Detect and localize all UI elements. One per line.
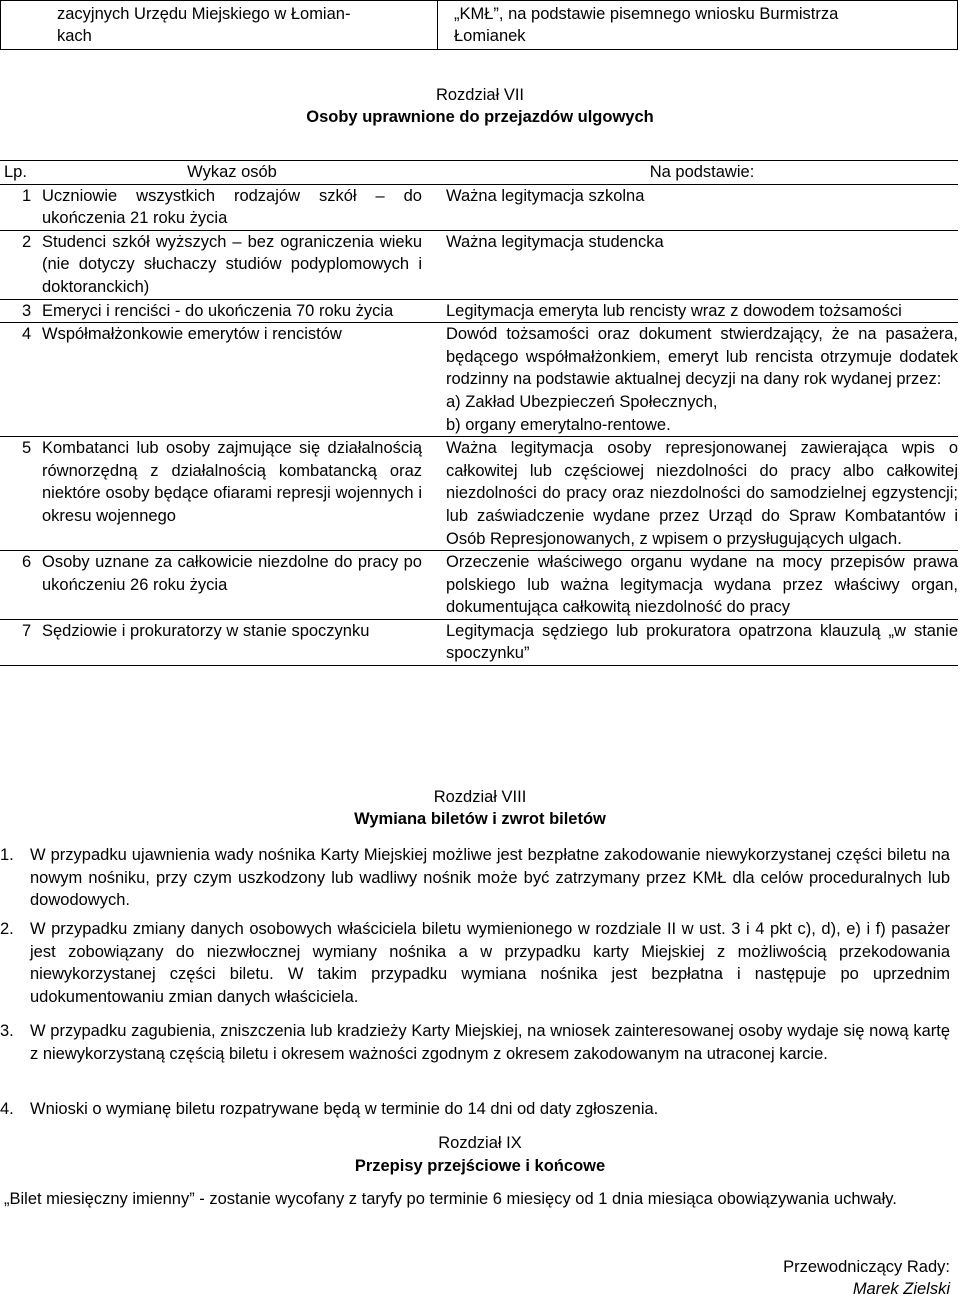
- row-number: 5: [0, 437, 42, 551]
- top-table-right-cell: „KMŁ”, na podstawie pisemnego wniosku Burmistrza Łomianek: [438, 1, 958, 50]
- row-number: 7: [0, 619, 42, 665]
- chapter7-title: Osoby uprawnione do przejazdów ulgowych: [306, 108, 654, 126]
- chapter8-item-1: [0, 844, 950, 912]
- table-row: [0, 323, 958, 437]
- row-who: Współmałżonkowie emerytów i rencistów: [42, 323, 436, 437]
- item-number: 4.: [0, 1100, 14, 1118]
- row-number: 6: [0, 551, 42, 620]
- header-who: Wykaz osób: [42, 161, 436, 185]
- row-who: Studenci szkół wyższych – bez ograniczenia wieku (nie dotyczy słuchaczy studiów podyplomowych i doktoranckich): [42, 230, 436, 299]
- row-number: 4: [0, 323, 42, 437]
- chapter9-title: Przepisy przejściowe i końcowe: [354, 1157, 606, 1175]
- row-doc: Ważna legitymacja studencka: [436, 230, 958, 299]
- row-who: Kombatanci lub osoby zajmujące się działalnością równorzędną z działalnością kombatancką oraz niektóre osoby będące ofiarami represji wojennych i okresu wojennego: [42, 437, 436, 551]
- row-who: Uczniowie wszystkich rodzajów szkół – do ukończenia 21 roku życia: [42, 184, 436, 230]
- row-doc: Orzeczenie właściwego organu wydane na mocy przepisów prawa polskiego lub ważna legitymacja wydana przez właściwy organ, dokumentująca całkowitą niezdolność do pracy: [436, 551, 958, 620]
- header-lp: Lp.: [0, 161, 42, 185]
- chapter8-item-4: [0, 1098, 950, 1121]
- table-row: [0, 437, 958, 551]
- chapter7-number: Rozdział VII: [435, 86, 525, 104]
- eligible-persons-table: [0, 160, 958, 666]
- row-who: Sędziowie i prokuratorzy w stanie spoczynku: [42, 619, 436, 665]
- row-doc: Legitymacja emeryta lub rencisty wraz z dowodem tożsamości: [436, 299, 958, 323]
- row-doc: Ważna legitymacja szkolna: [436, 184, 958, 230]
- table-row: [0, 230, 958, 299]
- table-row: [0, 619, 958, 665]
- chapter8-title: Wymiana biletów i zwrot biletów: [354, 810, 606, 828]
- item-text: W przypadku zmiany danych osobowych właściciela biletu wymienionego w rozdziale II w ust. 3 i 4 pkt c), d), e) i f) pasażer jest zobowiązany do niezwłocznej wymiany nośnika a w przypadku karty Miejskiej z możliwością przekodowania niewykorzystanej części biletu. W takim przypadku wymiana nośnika jest bezpłatna i następuje po uprzednim udokumentowaniu zmian danych właściciela.: [30, 920, 950, 1006]
- chapter8-item-3: [0, 1020, 950, 1065]
- chapter9-text: „Bilet miesięczny imienny” - zostanie wycofany z taryfy po terminie 6 miesięcy od 1 dnia miesiąca obowiązywania uchwały.: [4, 1190, 897, 1208]
- chapter8-number: Rozdział VIII: [433, 788, 527, 806]
- row-doc: Legitymacja sędziego lub prokuratora opatrzona klauzulą „w stanie spoczynku”: [436, 619, 958, 665]
- item-text: Wnioski o wymianę biletu rozpatrywane będą w terminie do 14 dni od daty zgłoszenia.: [30, 1100, 659, 1118]
- row-number: 1: [0, 184, 42, 230]
- row-number: 2: [0, 230, 42, 299]
- top-table-left-cell: zacyjnych Urzędu Miejskiego w Łomian- kach: [1, 1, 438, 50]
- chapter8-item-2: [0, 918, 950, 1008]
- row-doc: Dowód tożsamości oraz dokument stwierdzający, że na pasażera, będącego współmałżonkiem, emeryt lub rencista otrzymuje dodatek rodzinny na podstawie aktualnej decyzji na dany rok wydanej przez: a) Zakład Ubezpieczeń Społecznych, b) organy emerytalno-rentowe.: [436, 323, 958, 437]
- row-who: Emeryci i renciści - do ukończenia 70 roku życia: [42, 299, 436, 323]
- item-number: 1.: [0, 846, 14, 864]
- table-row: [0, 299, 958, 323]
- item-text: W przypadku ujawnienia wady nośnika Karty Miejskiej możliwe jest bezpłatne zakodowanie niewykorzystanej części biletu na nowym nośniku, przy czym uszkodzony lub wadliwy nośnik może być zatrzymany przez KMŁ dla celów proceduralnych lub dowodowych.: [30, 846, 950, 909]
- top-table-fragment: [0, 0, 958, 50]
- header-doc: Na podstawie:: [436, 161, 958, 185]
- table-header-row: [0, 161, 958, 185]
- item-text: W przypadku zagubienia, zniszczenia lub kradzieży Karty Miejskiej, na wniosek zainteresowanej osoby wydaje się nową kartę z niewykorzystaną częścią biletu i okresem ważności zgodnym z okresem zakodowanym na utraconej karcie.: [30, 1022, 950, 1063]
- signature-role: Przewodniczący Rady:: [783, 1258, 950, 1276]
- row-who: Osoby uznane za całkowicie niezdolne do pracy po ukończeniu 26 roku życia: [42, 551, 436, 620]
- table-row: [0, 184, 958, 230]
- item-number: 3.: [0, 1022, 14, 1040]
- signature-name: Marek Zielski: [852, 1280, 950, 1298]
- row-number: 3: [0, 299, 42, 323]
- chapter9-number: Rozdział IX: [438, 1134, 522, 1152]
- item-number: 2.: [0, 920, 14, 938]
- row-doc: Ważna legitymacja osoby represjonowanej zawierająca wpis o całkowitej lub częściowej niezdolności do pracy albo całkowitej niezdolności do pracy oraz niezdolności do samodzielnej egzystencji; lub zaświadczenie wydane przez Urząd do Spraw Kombatantów i Osób Represjonowanych, z wpisem o przysługujących ulgach.: [436, 437, 958, 551]
- table-row: [0, 551, 958, 620]
